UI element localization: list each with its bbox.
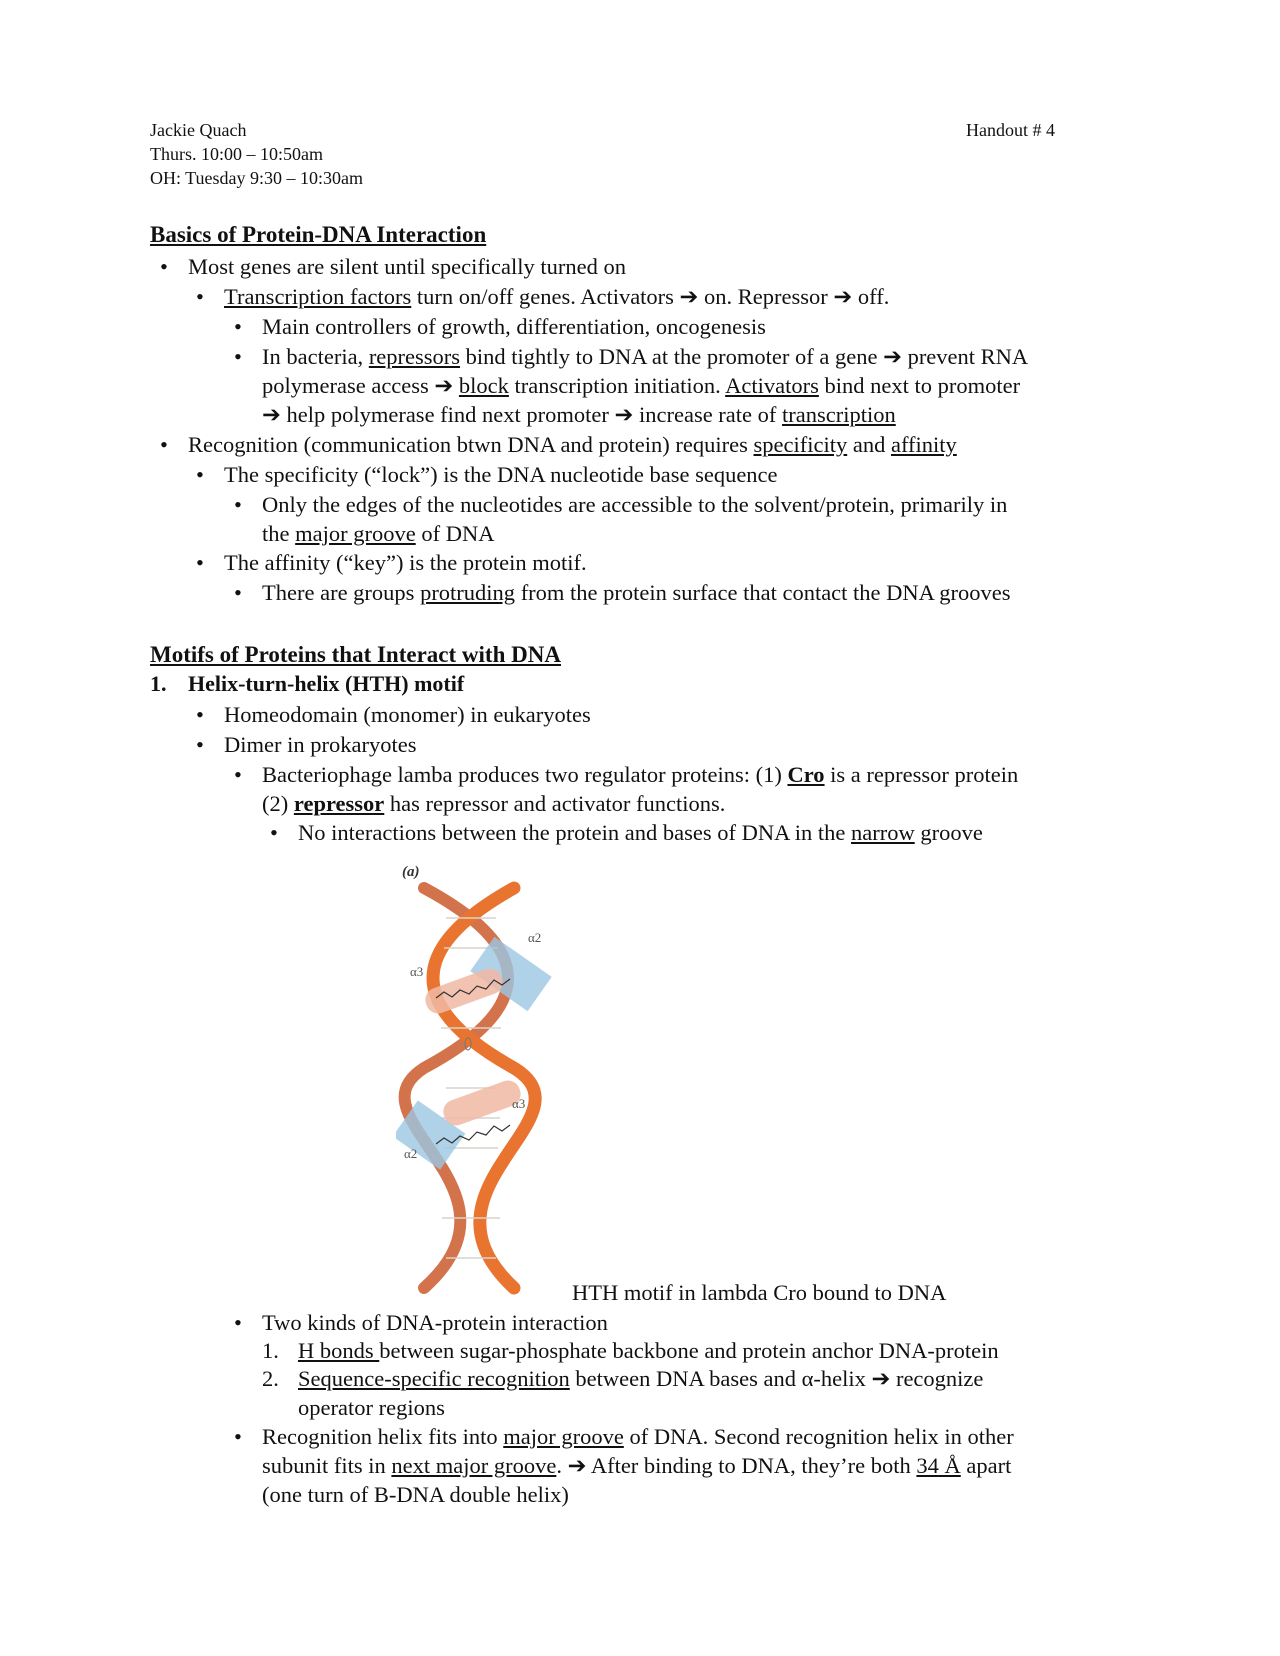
- list-item: • Two kinds of DNA-protein interaction: [262, 1308, 608, 1337]
- list-item: • Recognition helix fits into major groove of DNA. Second recognition helix in other subunit fits in next major groove. ➔ After binding to DNA, they’re both 34 Å apart (one turn of B-DNA double helix): [262, 1422, 1014, 1509]
- figure-caption: HTH motif in lambda Cro bound to DNA: [572, 1280, 947, 1305]
- handout-number: Handout # 4: [966, 120, 1055, 140]
- list-item: • Transcription factors turn on/off genes. Activators ➔ on. Repressor ➔ off.: [224, 282, 889, 311]
- list-item: • Homeodomain (monomer) in eukaryotes: [224, 700, 591, 729]
- dna-helix-figure: [396, 858, 576, 1298]
- label-alpha2-bottom: α2: [404, 1146, 418, 1161]
- bullet: •: [160, 432, 168, 457]
- bullet: •: [234, 762, 242, 787]
- office-hours: OH: Tuesday 9:30 – 10:30am: [150, 168, 364, 188]
- bullet: •: [234, 314, 242, 339]
- bullet: •: [196, 550, 204, 575]
- section-time: Thurs. 10:00 – 10:50am: [150, 144, 323, 164]
- list-item: • Dimer in prokaryotes: [224, 730, 416, 759]
- bullet: •: [234, 344, 242, 369]
- numbered-item: 1. H bonds between sugar-phosphate backbone and protein anchor DNA-protein: [262, 1338, 999, 1363]
- section-title-basics: Basics of Protein-DNA Interaction: [150, 222, 487, 247]
- list-item: • Bacteriophage lamba produces two regulator proteins: (1) Cro is a repressor protein (2) repressor has repressor and activator functions.: [262, 760, 1018, 818]
- numbered-item: 2. Sequence-specific recognition between DNA bases and α-helix ➔ recognize operator regions: [262, 1366, 984, 1420]
- label-alpha3-top: α3: [410, 964, 424, 979]
- author-name: Jackie Quach: [150, 120, 247, 140]
- bullet: •: [234, 492, 242, 517]
- list-item: • The specificity (“lock”) is the DNA nucleotide base sequence: [224, 460, 778, 489]
- bullet: •: [234, 580, 242, 605]
- list-item: • The affinity (“key”) is the protein motif.: [224, 548, 587, 577]
- bullet: •: [234, 1424, 242, 1449]
- bullet: •: [160, 254, 168, 279]
- bullet: •: [234, 1310, 242, 1335]
- bullet: •: [196, 284, 204, 309]
- figure-panel-label: (a): [402, 864, 420, 880]
- list-item: • Only the edges of the nucleotides are accessible to the solvent/protein, primarily in the major groove of DNA: [262, 490, 1007, 548]
- bullet: •: [270, 820, 278, 845]
- list-item: • There are groups protruding from the protein surface that contact the DNA grooves: [262, 578, 1011, 607]
- list-item: • In bacteria, repressors bind tightly to DNA at the promoter of a gene ➔ prevent RNA polymerase access ➔ block transcription initiation. Activators bind next to promoter ➔ help polymerase find next promoter ➔ increase rate of transcription: [262, 342, 1028, 429]
- bullet: •: [196, 732, 204, 757]
- label-alpha3-bottom: α3: [512, 1096, 526, 1111]
- section-title-motifs: Motifs of Proteins that Interact with DNA: [150, 642, 561, 667]
- list-item: • Most genes are silent until specifically turned on: [188, 252, 626, 281]
- subsection-hth: 1. Helix-turn-helix (HTH) motif: [150, 671, 465, 696]
- bullet: •: [196, 702, 204, 727]
- list-item: • Recognition (communication btwn DNA and protein) requires specificity and affinity: [188, 430, 957, 459]
- list-item: • No interactions between the protein and bases of DNA in the narrow groove: [298, 818, 983, 847]
- label-alpha2-top: α2: [528, 930, 542, 945]
- bullet: •: [196, 462, 204, 487]
- list-item: • Main controllers of growth, differentiation, oncogenesis: [262, 312, 766, 341]
